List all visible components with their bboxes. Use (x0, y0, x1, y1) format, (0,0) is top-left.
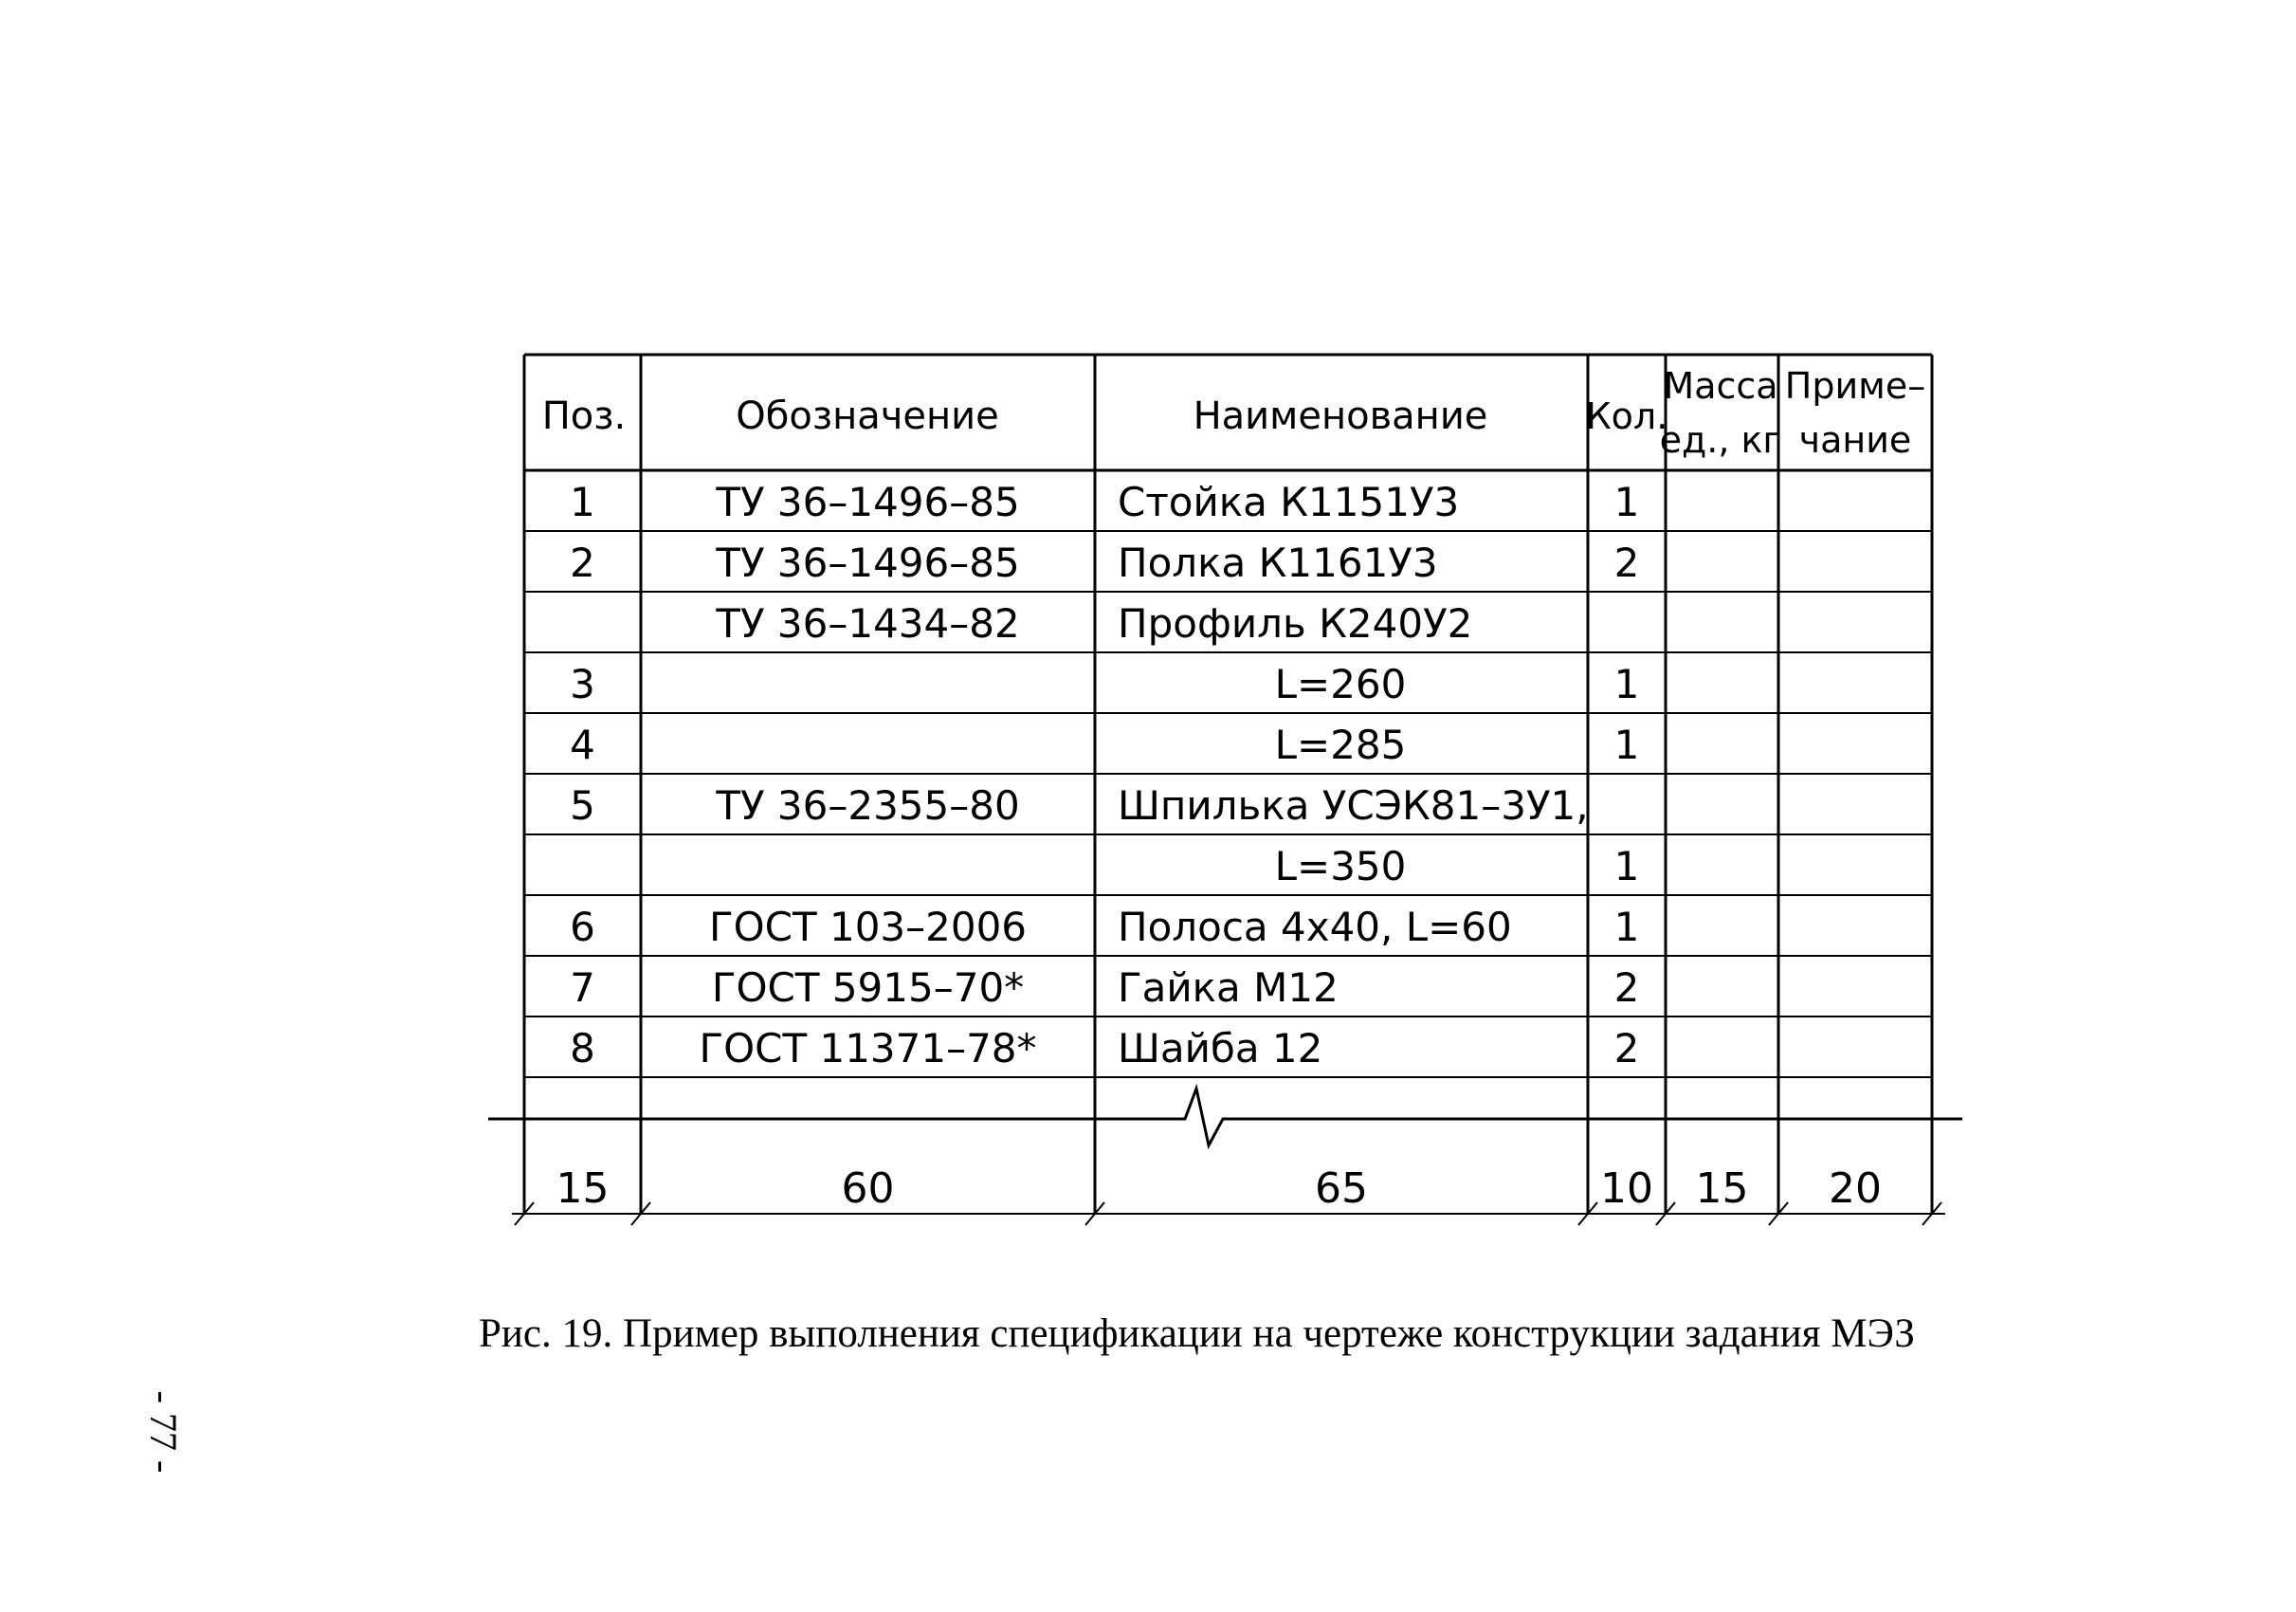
cell-designation: ТУ 36–1434–82 (716, 600, 1020, 647)
cell-name: Полка К1161У3 (1118, 540, 1438, 586)
cell-name: L=285 (1274, 722, 1407, 768)
cell-pos: 2 (570, 540, 595, 586)
cell-qty: 1 (1613, 661, 1640, 707)
cell-name: Шпилька УСЭК81–3У1, (1118, 782, 1589, 829)
cell-pos: 8 (570, 1025, 595, 1072)
page-number: - 77 - (142, 1390, 185, 1474)
cell-qty: 2 (1613, 540, 1640, 586)
header-qty: Кол. (1585, 395, 1668, 437)
cell-name: Полоса 4х40, L=60 (1118, 904, 1512, 950)
cell-designation: ГОСТ 11371–78* (699, 1025, 1037, 1072)
cell-pos: 7 (570, 964, 595, 1011)
header-mass-line2: ед., кг (1659, 419, 1782, 461)
table-body (570, 479, 1639, 1072)
cell-qty: 2 (1613, 1025, 1640, 1072)
cell-designation: ГОСТ 5915–70* (711, 964, 1025, 1011)
cell-qty: 1 (1613, 479, 1640, 525)
column-width-label: 60 (841, 1164, 895, 1213)
cell-qty: 1 (1613, 843, 1640, 889)
header-mass-line1: Масса (1663, 365, 1778, 407)
header-pos: Поз. (541, 394, 627, 438)
cell-name: Гайка М12 (1118, 964, 1339, 1011)
table-header (542, 365, 1925, 461)
cell-pos: 6 (570, 904, 595, 950)
column-width-label: 15 (1695, 1164, 1749, 1213)
cell-name: Шайба 12 (1118, 1025, 1323, 1072)
header-note-line1: Приме– (1784, 365, 1926, 407)
cell-qty: 1 (1613, 722, 1640, 768)
cell-designation: ТУ 36–2355–80 (716, 782, 1020, 829)
cell-pos: 1 (570, 479, 595, 525)
header-note-line2: чание (1798, 419, 1912, 461)
column-width-label: 10 (1600, 1164, 1653, 1213)
cell-pos: 5 (570, 782, 595, 829)
cell-pos: 4 (570, 722, 595, 768)
figure-caption: Рис. 19. Пример выполнения спецификации на чертеже конструкции задания МЭЗ (479, 1311, 1915, 1356)
dimension-row (556, 1164, 1883, 1213)
break-line (488, 1089, 1962, 1145)
cell-designation: ТУ 36–1496–85 (716, 540, 1020, 586)
cell-qty: 2 (1613, 964, 1640, 1011)
column-width-label: 15 (556, 1164, 610, 1213)
cell-designation: ТУ 36–1496–85 (716, 479, 1020, 525)
cell-name: Стойка К1151У3 (1118, 479, 1460, 525)
cell-name: Профиль К240У2 (1118, 600, 1473, 647)
cell-name: L=260 (1274, 661, 1407, 707)
cell-designation: ГОСТ 103–2006 (708, 904, 1028, 950)
header-designation: Обозначение (736, 394, 999, 438)
header-name: Наименование (1193, 394, 1488, 438)
column-width-label: 20 (1829, 1164, 1882, 1213)
cell-qty: 1 (1613, 904, 1640, 950)
column-width-label: 65 (1315, 1164, 1368, 1213)
cell-pos: 3 (570, 661, 595, 707)
cell-name: L=350 (1274, 843, 1407, 889)
